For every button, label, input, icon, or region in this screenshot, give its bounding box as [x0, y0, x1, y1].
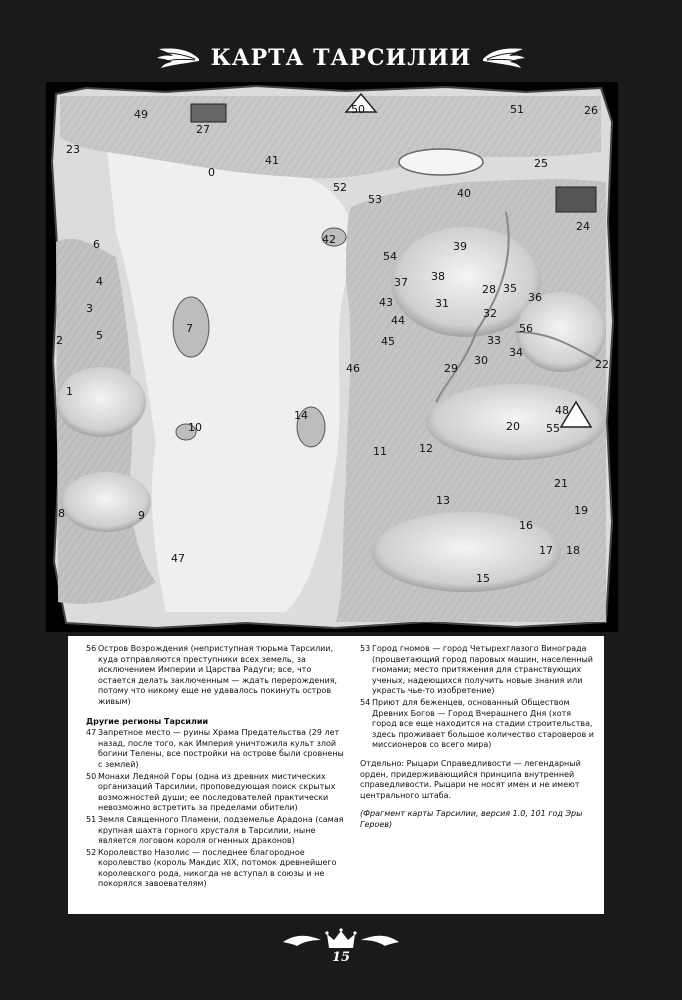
page-title: КАРТА ТАРСИЛИИ: [210, 45, 472, 71]
legend-entry-number: 54: [360, 697, 371, 707]
legend-entry-number: 50: [86, 771, 97, 781]
map-label-21: 21: [554, 477, 568, 490]
map-label-31: 31: [435, 297, 449, 310]
map-label-4: 4: [96, 275, 103, 288]
map-label-0: 0: [208, 166, 215, 179]
legend-subheading: Другие регионы Тарсилии: [86, 716, 209, 726]
legend-panel: [68, 636, 604, 914]
map-label-14: 14: [294, 409, 308, 422]
tarsilia-map: [46, 82, 618, 632]
map-label-11: 11: [373, 445, 387, 458]
map-label-13: 13: [436, 494, 450, 507]
map-label-10: 10: [188, 421, 202, 434]
page-number: 15: [331, 950, 351, 965]
map-label-51: 51: [510, 103, 524, 116]
legend-entry-number: 52: [86, 847, 97, 857]
map-label-2: 2: [56, 334, 63, 347]
map-label-32: 32: [483, 307, 497, 320]
map-label-20: 20: [506, 420, 520, 433]
legend-entry-text: Приют для беженцев, основанный Обществом Древних Богов — Город Вчерашнего Дня (хотя город все еще находится на стадии строительства, здесь проживает большое количество староверов и миссионеров со всего мира): [372, 697, 594, 750]
map-label-9: 9: [138, 509, 145, 522]
map-label-3: 3: [86, 302, 93, 315]
map-label-55: 55: [546, 422, 560, 435]
legend-entry-50: [86, 772, 344, 814]
map-label-6: 6: [93, 238, 100, 251]
map-label-56: 56: [519, 322, 533, 335]
legend-entry-number: 53: [360, 644, 371, 653]
legend-entry-text: Запретное место — руины Храма Предательства (29 лет назад, после того, как Империя уничтожила культ злой богини Телены, все постройки на острове были сровнены с землей): [98, 728, 344, 769]
map-label-48: 48: [555, 404, 569, 417]
map-label-46: 46: [346, 362, 360, 375]
map-label-25: 25: [534, 157, 548, 170]
map-label-27: 27: [196, 123, 210, 136]
map-label-24: 24: [576, 220, 590, 233]
map-caption: (Фрагмент карты Тарсилии, версия 1.0, 101 год Эры Героев): [360, 809, 583, 829]
map-label-1: 1: [66, 385, 73, 398]
legend-entry-text: Город гномов — город Четырехглазого Винограда (процветающий город паровых машин, населенный гномами; место притяжения для странствующих ученых, надеющихся получить новые знания или украсть чье-то изобретение): [372, 644, 593, 696]
legend-entry-text: Земля Священного Пламени, подземелье Арадона (самая крупная шахта горного хрусталя в Тарсилии, ныне является логовом короля огненных драконов): [98, 814, 344, 846]
map-label-18: 18: [566, 544, 580, 557]
map-label-22: 22: [595, 358, 609, 371]
map-label-45: 45: [381, 335, 395, 348]
map-label-28: 28: [482, 283, 496, 296]
map-label-38: 38: [431, 270, 445, 283]
map-label-43: 43: [379, 296, 393, 309]
map-label-7: 7: [186, 322, 193, 335]
legend-left-column: [86, 644, 344, 891]
legend-entry-47: [86, 728, 344, 770]
legend-entry-number: 56: [86, 644, 97, 653]
legend-entry-54: [360, 698, 596, 751]
legend-entry-52: [86, 848, 344, 890]
page-header: [0, 38, 682, 78]
map-label-19: 19: [574, 504, 588, 517]
map-label-52: 52: [333, 181, 347, 194]
map-label-39: 39: [453, 240, 467, 253]
map-label-36: 36: [528, 291, 542, 304]
map-label-41: 41: [265, 154, 279, 167]
legend-entry-number: 51: [86, 814, 97, 824]
page-footer: [0, 928, 682, 968]
map-label-5: 5: [96, 329, 103, 342]
map-label-23: 23: [66, 143, 80, 156]
left-wing-icon: [155, 45, 201, 71]
map-label-44: 44: [391, 314, 405, 327]
legend-note: Отдельно: Рыцари Справедливости — легендарный орден, придерживающийся принципа внутренней справедливости. Рыцари не носят имен и не имеют центрального штаба.: [360, 758, 581, 800]
legend-entry-51: [86, 815, 344, 847]
right-wing-icon: [481, 45, 527, 71]
legend-entry-text: Монахи Ледяной Горы (одна из древних мистических организаций Тарсилии, проповедующая поиск скрытых возможностей души; ее последователей практически невозможно встретить за пределами обители): [98, 771, 336, 813]
legend-entry-53: [360, 644, 596, 697]
map-label-17: 17: [539, 544, 553, 557]
map-label-50: 50: [351, 103, 365, 116]
map-label-16: 16: [519, 519, 533, 532]
map-label-35: 35: [503, 282, 517, 295]
legend-right-column: [360, 644, 596, 831]
map-label-49: 49: [134, 108, 148, 121]
map-svg: [46, 82, 618, 632]
map-label-8: 8: [58, 507, 65, 520]
map-label-37: 37: [394, 276, 408, 289]
legend-entry-number: 47: [86, 728, 97, 738]
crown-ornament-icon: [281, 928, 401, 952]
map-label-40: 40: [457, 187, 471, 200]
legend-entry-text: Королевство Назолис — последнее благородное королевство (король Макдис XIX, потомок древнейшего королевского рода, никогда не вступал в союзы и не покорялся завоевателям): [98, 847, 337, 889]
map-label-34: 34: [509, 346, 523, 359]
map-label-54: 54: [383, 250, 397, 263]
map-label-53: 53: [368, 193, 382, 206]
map-label-30: 30: [474, 354, 488, 367]
map-label-29: 29: [444, 362, 458, 375]
legend-entry-56: [86, 644, 344, 708]
map-label-26: 26: [584, 104, 598, 117]
map-label-42: 42: [322, 233, 336, 246]
map-label-33: 33: [487, 334, 501, 347]
legend-entry-text: Остров Возрождения (неприступная тюрьма Тарсилии, куда отправляются преступники всех земель, за исключением Империи и Царства Радуги; все, что остается делать заключенным — ждать перерождения, потому что никому еще не удавалось покинуть остров живым): [98, 644, 338, 706]
map-label-15: 15: [476, 572, 490, 585]
map-label-47: 47: [171, 552, 185, 565]
map-label-12: 12: [419, 442, 433, 455]
